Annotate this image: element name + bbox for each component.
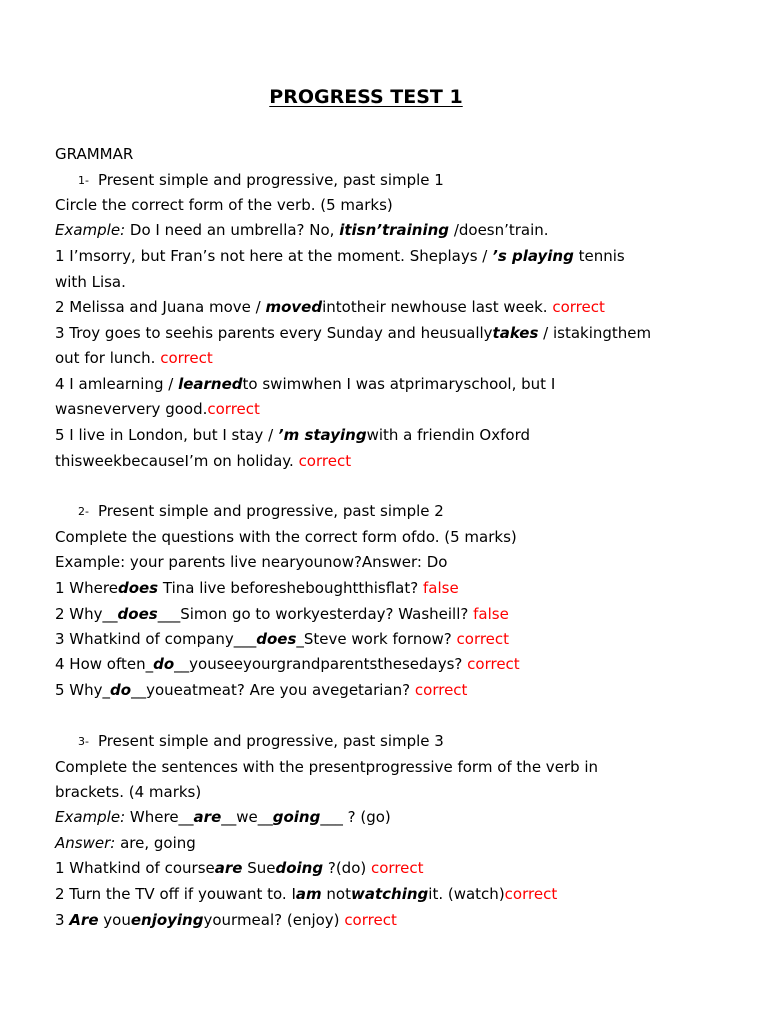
- question-1-3: 3 Troy goes to seehis parents every Sunday and heusuallytakes / istakingthem: [55, 324, 652, 342]
- question-2-3: 3 Whatkind of company___does_Steve work fornow? correct: [55, 630, 510, 648]
- question-1-2: 2 Melissa and Juana move / movedintotheir newhouse last week. correct: [55, 298, 605, 316]
- result-mark: correct: [504, 885, 558, 903]
- question-1-3-cont: out for lunch. correct: [55, 349, 213, 367]
- question-2-2: 2 Why__does___Simon go to workyesterday? Washeill? false: [55, 605, 509, 623]
- question-1-4-cont: wasneververy good.correct: [55, 400, 260, 418]
- result-mark: correct: [552, 298, 605, 316]
- question-1-4: 4 I amlearning / learnedto swimwhen I was atprimaryschool, but I: [55, 375, 556, 393]
- section-label-grammar: GRAMMAR: [55, 145, 134, 163]
- result-mark: false: [422, 579, 459, 597]
- section-1-heading: 1- Present simple and progressive, past simple 1: [78, 171, 444, 189]
- section-2-instructions: Complete the questions with the correct form ofdo. (5 marks): [55, 528, 517, 546]
- question-2-1: 1 Wheredoes Tina live beforesheboughtthisflat? false: [55, 579, 459, 597]
- result-mark: false: [473, 605, 509, 623]
- result-mark: correct: [456, 630, 510, 648]
- section-3-heading: 3- Present simple and progressive, past simple 3: [78, 732, 444, 750]
- section-3-example: Example: Where__are__we__going___ ? (go): [55, 808, 391, 826]
- question-1-5: 5 I live in London, but I stay / ’m stayingwith a friendin Oxford: [55, 426, 530, 444]
- result-mark: correct: [298, 452, 352, 470]
- result-mark: correct: [414, 681, 468, 699]
- page-title: PROGRESS TEST 1: [269, 86, 463, 108]
- section-2-example: Example: your parents live nearyounow?Answer: Do: [55, 553, 448, 571]
- section-3-answer: Answer: are, going: [55, 834, 196, 852]
- question-3-3: 3 Are youenjoyingyourmeal? (enjoy) correct: [55, 911, 397, 929]
- question-3-1: 1 Whatkind of courseare Suedoing ?(do) correct: [55, 859, 424, 877]
- result-mark: correct: [207, 400, 260, 418]
- question-1-1: 1 I’msorry, but Fran’s not here at the moment. Sheplays / ’s playing tennis: [55, 247, 625, 265]
- question-3-2: 2 Turn the TV off if youwant to. Iam notwatchingit. (watch)correct: [55, 885, 558, 903]
- section-1-example: Example: Do I need an umbrella? No, itisn’training /doesn’train.: [55, 221, 549, 239]
- section-2-heading: 2- Present simple and progressive, past simple 2: [78, 502, 444, 520]
- result-mark: correct: [467, 655, 520, 673]
- section-1-instructions: Circle the correct form of the verb. (5 marks): [55, 196, 393, 214]
- section-3-instructions-cont: brackets. (4 marks): [55, 783, 202, 801]
- question-1-5-cont: thisweekbecauseI’m on holiday. correct: [55, 452, 352, 470]
- question-2-5: 5 Why_do__youeatmeat? Are you avegetarian? correct: [55, 681, 468, 699]
- question-2-4: 4 How often_do__youseeyourgrandparentsthesedays? correct: [55, 655, 520, 673]
- section-3-instructions: Complete the sentences with the presentprogressive form of the verb in: [55, 758, 599, 776]
- question-1-1-cont: with Lisa.: [55, 273, 126, 291]
- result-mark: correct: [160, 349, 213, 367]
- result-mark: correct: [344, 911, 397, 929]
- result-mark: correct: [371, 859, 424, 877]
